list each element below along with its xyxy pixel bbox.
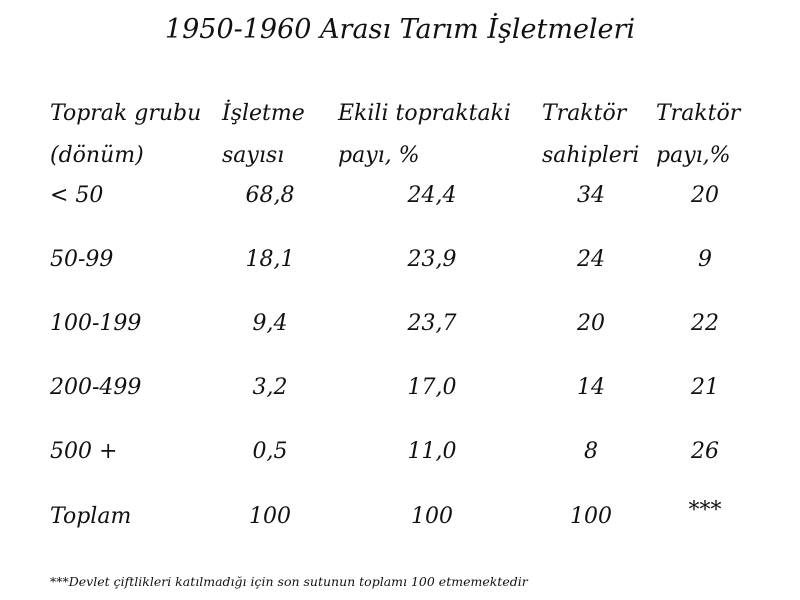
table-cell: 20 bbox=[577, 311, 605, 336]
table-cell: 26 bbox=[691, 439, 719, 464]
table-cell: 17,0 bbox=[407, 375, 457, 400]
row-label: 50-99 bbox=[50, 247, 114, 272]
table-cell: 0,5 bbox=[252, 439, 288, 464]
header-farm-count: İşletme bbox=[222, 101, 305, 126]
header-tractor-share: Traktör bbox=[656, 101, 741, 126]
header-cultivated-share-2: payı, % bbox=[338, 143, 420, 168]
table-cell: 23,7 bbox=[407, 311, 457, 336]
table-cell: 9 bbox=[698, 247, 712, 272]
table-cell: 68,8 bbox=[245, 183, 295, 208]
row-label-total: Toplam bbox=[50, 504, 132, 529]
row-label: < 50 bbox=[50, 183, 104, 208]
table-cell: 20 bbox=[691, 183, 719, 208]
table-cell: 22 bbox=[691, 311, 719, 336]
header-land-group: Toprak grubu bbox=[50, 101, 202, 126]
table-cell: 11,0 bbox=[407, 439, 457, 464]
row-label: 100-199 bbox=[50, 311, 142, 336]
header-tractor-owners-2: sahipleri bbox=[542, 143, 640, 168]
table-cell: 9,4 bbox=[252, 311, 288, 336]
header-land-group-unit: (dönüm) bbox=[50, 143, 144, 168]
footnote: ***Devlet çiftlikleri katılmadığı için son sutunun toplamı 100 etmemektedir bbox=[50, 574, 528, 589]
table-cell: 24 bbox=[577, 247, 605, 272]
table-cell: 24,4 bbox=[407, 183, 457, 208]
header-tractor-owners: Traktör bbox=[542, 101, 627, 126]
page-title: 1950-1960 Arası Tarım İşletmeleri bbox=[164, 14, 636, 45]
table-cell: 8 bbox=[584, 439, 598, 464]
table-cell: 100 bbox=[249, 504, 291, 529]
row-label: 500 + bbox=[50, 439, 118, 464]
table-cell: 21 bbox=[691, 375, 719, 400]
table-cell: 34 bbox=[577, 183, 605, 208]
header-farm-count-2: sayısı bbox=[222, 143, 285, 168]
table-cell: 100 bbox=[570, 504, 612, 529]
row-label: 200-499 bbox=[50, 375, 142, 400]
header-cultivated-share: Ekili topraktaki bbox=[338, 101, 511, 126]
table-cell: 23,9 bbox=[407, 247, 457, 272]
table-cell: 14 bbox=[577, 375, 605, 400]
table-cell: 18,1 bbox=[245, 247, 295, 272]
header-tractor-share-2: payı,% bbox=[656, 143, 731, 168]
table-cell: *** bbox=[688, 498, 722, 523]
table-cell: 100 bbox=[411, 504, 453, 529]
table-cell: 3,2 bbox=[252, 375, 288, 400]
